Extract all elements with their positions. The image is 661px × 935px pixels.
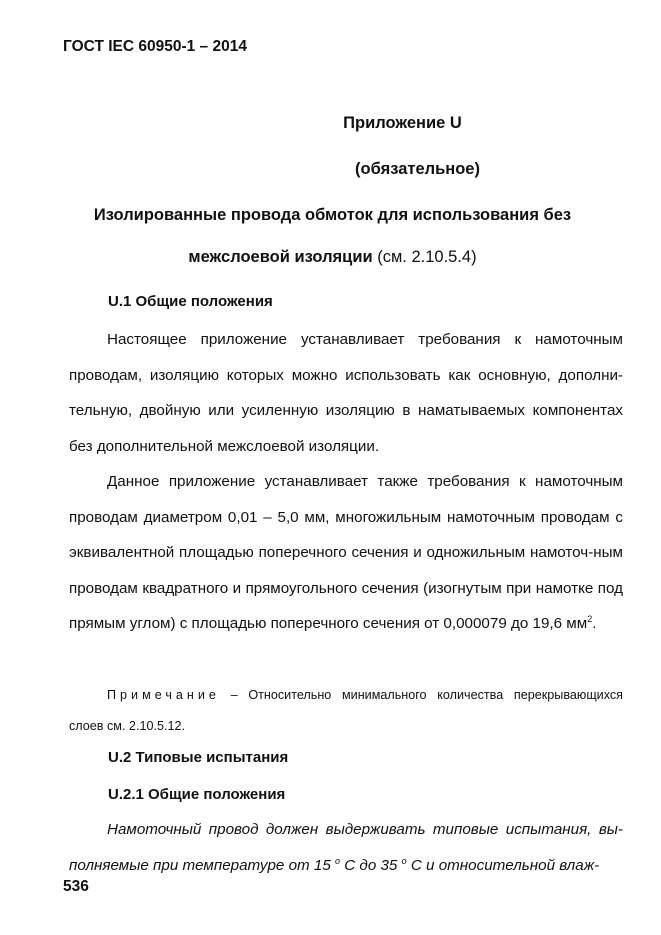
section-u21-title: U.2.1 Общие положения — [108, 786, 286, 803]
note-text: – Относительно минимального количества перекрывающихся слоев см. 2.10.5.12. — [69, 688, 623, 733]
u21-text-c: С и относительной влаж- — [406, 856, 600, 874]
u1-paragraph-1: Настоящее приложение устанавливает требования к намоточным проводам, изоляцию которых можно использовать как основную, дополни-тельную, двойную или усиленную изоляцию в наматываемых компонентах без дополнительной межслоевой изоляции. — [69, 331, 623, 455]
section-u1-title: U.1 Общие положения — [108, 293, 273, 310]
section-u2-title: U.2 Типовые испытания — [108, 749, 289, 766]
degree-sup-2: o — [401, 855, 407, 866]
appendix-title: Приложение U — [343, 114, 462, 132]
appendix-heading-line1: Изолированные провода обмоток для использования без — [93, 206, 572, 224]
appendix-heading-line2 — [40, 248, 625, 267]
note — [69, 680, 623, 742]
standard-header: ГОСТ IEC 60950-1 – 2014 — [63, 38, 247, 55]
u1-paragraph-2-end: . — [592, 615, 597, 632]
note-label: Примечание — [107, 688, 220, 702]
u21-text-b: С до 35 — [340, 856, 402, 874]
superscript-2: 2 — [587, 614, 593, 624]
u21-paragraph — [69, 812, 623, 883]
u21-text-a: Намоточный провод должен выдерживать типовые испытания, вы-полняемые при температуре от 15 — [69, 821, 623, 874]
u1-paragraph-2-text: Данное приложение устанавливает также требования к намоточным проводам диаметром 0,01 – 5,0 мм, многожильным намоточным проводам с эквивалентной площадью поперечного сечения и одножильным намоточ-ным проводам квадратного и прямоугольного сечения (изогнутым при намотке под прямым углом) с площадью поперечного сечения от 0,000079 до 19,6 мм — [69, 473, 623, 632]
u1-paragraph-2 — [69, 464, 623, 642]
heading-reference: (см. 2.10.5.4) — [372, 248, 477, 266]
heading-bold-part: межслоевой изоляции — [188, 248, 373, 266]
page-number: 536 — [63, 878, 89, 895]
degree-sup-1: o — [335, 855, 341, 866]
appendix-status: (обязательное) — [355, 160, 480, 178]
